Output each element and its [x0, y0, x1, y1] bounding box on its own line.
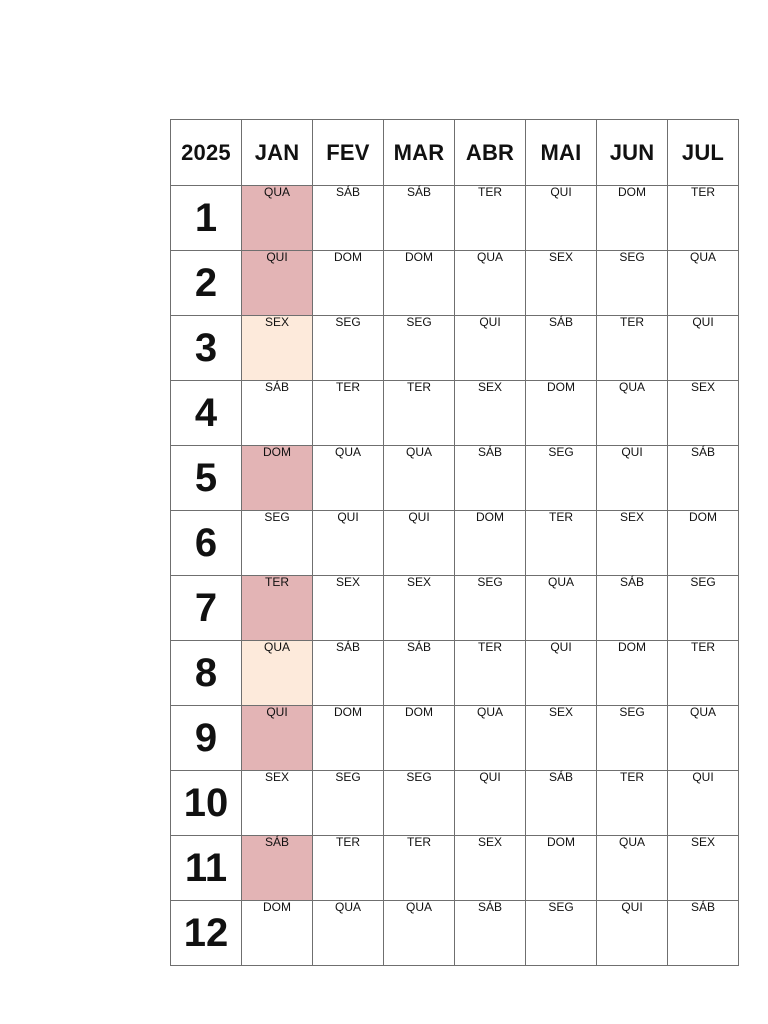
- weekday-cell-mai[interactable]: SEX: [526, 251, 597, 316]
- weekday-cell-jun[interactable]: SEX: [597, 511, 668, 576]
- weekday-cell-mar[interactable]: DOM: [384, 706, 455, 771]
- weekday-cell-jul[interactable]: TER: [668, 641, 739, 706]
- weekday-cell-fev[interactable]: DOM: [313, 706, 384, 771]
- weekday-cell-jul[interactable]: SÁB: [668, 446, 739, 511]
- weekday-cell-jul[interactable]: QUI: [668, 771, 739, 836]
- weekday-cell-mai[interactable]: TER: [526, 511, 597, 576]
- weekday-cell-jan[interactable]: SÁB: [242, 381, 313, 446]
- weekday-cell-mar[interactable]: QUI: [384, 511, 455, 576]
- weekday-cell-fev[interactable]: QUA: [313, 446, 384, 511]
- day-row: [171, 706, 739, 771]
- day-row: [171, 771, 739, 836]
- weekday-cell-abr[interactable]: DOM: [455, 511, 526, 576]
- weekday-cell-abr[interactable]: SEX: [455, 836, 526, 901]
- day-number: 11: [171, 836, 242, 901]
- weekday-cell-abr[interactable]: QUA: [455, 251, 526, 316]
- weekday-cell-jan[interactable]: SÁB: [242, 836, 313, 901]
- header-row: [171, 120, 739, 186]
- day-number: 1: [171, 186, 242, 251]
- weekday-cell-mar[interactable]: QUA: [384, 446, 455, 511]
- weekday-cell-mai[interactable]: SEX: [526, 706, 597, 771]
- month-header-abr: ABR: [455, 120, 526, 186]
- weekday-cell-jun[interactable]: DOM: [597, 641, 668, 706]
- weekday-cell-fev[interactable]: TER: [313, 381, 384, 446]
- calendar-page: [170, 119, 725, 955]
- day-row: [171, 186, 739, 251]
- day-row: [171, 641, 739, 706]
- weekday-cell-mar[interactable]: TER: [384, 381, 455, 446]
- weekday-cell-jan[interactable]: TER: [242, 576, 313, 641]
- calendar-body: [171, 186, 739, 966]
- weekday-cell-mar[interactable]: TER: [384, 836, 455, 901]
- weekday-cell-mar[interactable]: SEX: [384, 576, 455, 641]
- weekday-cell-mar[interactable]: SÁB: [384, 641, 455, 706]
- day-number: 8: [171, 641, 242, 706]
- weekday-cell-mai[interactable]: DOM: [526, 836, 597, 901]
- day-number: 3: [171, 316, 242, 381]
- weekday-cell-jun[interactable]: TER: [597, 771, 668, 836]
- weekday-cell-jun[interactable]: SÁB: [597, 576, 668, 641]
- weekday-cell-fev[interactable]: SEG: [313, 316, 384, 381]
- day-number: 9: [171, 706, 242, 771]
- weekday-cell-mar[interactable]: SEG: [384, 771, 455, 836]
- weekday-cell-jul[interactable]: DOM: [668, 511, 739, 576]
- weekday-cell-jun[interactable]: TER: [597, 316, 668, 381]
- day-number: 4: [171, 381, 242, 446]
- weekday-cell-jun[interactable]: SEG: [597, 706, 668, 771]
- weekday-cell-mai[interactable]: SEG: [526, 446, 597, 511]
- weekday-cell-jan[interactable]: QUA: [242, 186, 313, 251]
- day-row: [171, 381, 739, 446]
- weekday-cell-fev[interactable]: SÁB: [313, 186, 384, 251]
- month-header-mar: MAR: [384, 120, 455, 186]
- weekday-cell-mai[interactable]: QUI: [526, 186, 597, 251]
- month-header-jun: JUN: [597, 120, 668, 186]
- weekday-cell-fev[interactable]: SÁB: [313, 641, 384, 706]
- day-number: 10: [171, 771, 242, 836]
- day-row: [171, 901, 739, 966]
- weekday-cell-fev[interactable]: SEX: [313, 576, 384, 641]
- weekday-cell-jan[interactable]: DOM: [242, 446, 313, 511]
- weekday-cell-jan[interactable]: QUA: [242, 641, 313, 706]
- weekday-cell-fev[interactable]: QUA: [313, 901, 384, 966]
- weekday-cell-jul[interactable]: SEX: [668, 381, 739, 446]
- weekday-cell-fev[interactable]: QUI: [313, 511, 384, 576]
- day-row: [171, 446, 739, 511]
- weekday-cell-fev[interactable]: DOM: [313, 251, 384, 316]
- day-number: 7: [171, 576, 242, 641]
- weekday-cell-jul[interactable]: SEG: [668, 576, 739, 641]
- weekday-cell-mai[interactable]: QUI: [526, 641, 597, 706]
- weekday-cell-jul[interactable]: QUA: [668, 251, 739, 316]
- weekday-cell-abr[interactable]: TER: [455, 641, 526, 706]
- weekday-cell-mai[interactable]: SÁB: [526, 316, 597, 381]
- weekday-cell-abr[interactable]: QUI: [455, 316, 526, 381]
- weekday-cell-abr[interactable]: QUA: [455, 706, 526, 771]
- day-row: [171, 316, 739, 381]
- weekday-cell-mai[interactable]: SÁB: [526, 771, 597, 836]
- weekday-cell-mar[interactable]: QUA: [384, 901, 455, 966]
- weekday-cell-jan[interactable]: QUI: [242, 251, 313, 316]
- weekday-cell-mar[interactable]: SEG: [384, 316, 455, 381]
- weekday-cell-jun[interactable]: QUA: [597, 381, 668, 446]
- weekday-cell-jan[interactable]: DOM: [242, 901, 313, 966]
- weekday-cell-fev[interactable]: SEG: [313, 771, 384, 836]
- weekday-cell-mar[interactable]: SÁB: [384, 186, 455, 251]
- day-row: [171, 511, 739, 576]
- year-header: 2025: [171, 120, 242, 186]
- weekday-cell-mai[interactable]: SEG: [526, 901, 597, 966]
- month-header-jan: JAN: [242, 120, 313, 186]
- weekday-cell-jun[interactable]: QUA: [597, 836, 668, 901]
- weekday-cell-jan[interactable]: SEX: [242, 771, 313, 836]
- weekday-cell-jul[interactable]: QUA: [668, 706, 739, 771]
- day-number: 12: [171, 901, 242, 966]
- day-row: [171, 251, 739, 316]
- weekday-cell-jun[interactable]: QUI: [597, 901, 668, 966]
- weekday-cell-jan[interactable]: QUI: [242, 706, 313, 771]
- calendar-table: [170, 119, 739, 966]
- day-row: [171, 576, 739, 641]
- weekday-cell-abr[interactable]: SÁB: [455, 901, 526, 966]
- day-number: 5: [171, 446, 242, 511]
- day-number: 2: [171, 251, 242, 316]
- weekday-cell-abr[interactable]: SEX: [455, 381, 526, 446]
- weekday-cell-jul[interactable]: QUI: [668, 316, 739, 381]
- weekday-cell-abr[interactable]: QUI: [455, 771, 526, 836]
- weekday-cell-abr[interactable]: SÁB: [455, 446, 526, 511]
- weekday-cell-mai[interactable]: QUA: [526, 576, 597, 641]
- weekday-cell-jun[interactable]: DOM: [597, 186, 668, 251]
- weekday-cell-fev[interactable]: TER: [313, 836, 384, 901]
- day-row: [171, 836, 739, 901]
- weekday-cell-jul[interactable]: SÁB: [668, 901, 739, 966]
- weekday-cell-mar[interactable]: DOM: [384, 251, 455, 316]
- month-header-mai: MAI: [526, 120, 597, 186]
- weekday-cell-jul[interactable]: SEX: [668, 836, 739, 901]
- weekday-cell-jan[interactable]: SEX: [242, 316, 313, 381]
- day-number: 6: [171, 511, 242, 576]
- weekday-cell-mai[interactable]: DOM: [526, 381, 597, 446]
- weekday-cell-jun[interactable]: QUI: [597, 446, 668, 511]
- month-header-fev: FEV: [313, 120, 384, 186]
- weekday-cell-abr[interactable]: SEG: [455, 576, 526, 641]
- weekday-cell-jan[interactable]: SEG: [242, 511, 313, 576]
- weekday-cell-jun[interactable]: SEG: [597, 251, 668, 316]
- weekday-cell-abr[interactable]: TER: [455, 186, 526, 251]
- weekday-cell-jul[interactable]: TER: [668, 186, 739, 251]
- month-header-jul: JUL: [668, 120, 739, 186]
